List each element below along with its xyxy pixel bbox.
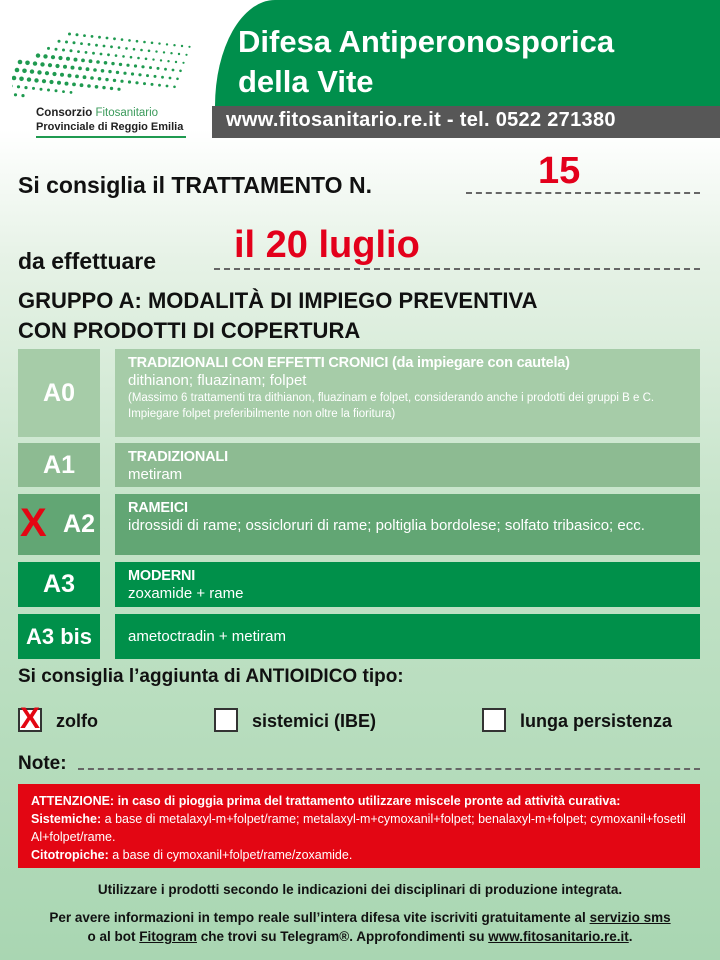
- group-title: GRUPPO A: MODALITÀ DI IMPIEGO PREVENTIVA CON PRODOTTI DI COPERTURA: [18, 288, 538, 343]
- checkbox-option-1[interactable]: [214, 708, 238, 732]
- checkbox-option-0[interactable]: [18, 702, 42, 735]
- warning-box: ATTENZIONE: in caso di pioggia prima del trattamento utilizzare miscele pronte ad attività curativa: Sistemiche: a base di metalaxyl-m+folpet/rame; metalaxyl-m+cymoxanil+folpet; benalaxyl-m+folpet; cymoxanil+fosetil Al+folpet/rame. Citotropiche: a base di cymoxanil+folpet/rame/zoxamide.: [18, 784, 700, 868]
- group-content-2: RAMEICI idrossidi di rame; ossicloruri di rame; poltiglia bordolese; solfato tribasico; ecc.: [115, 494, 700, 555]
- page-title: Difesa Antiperonosporica della Vite: [238, 24, 615, 99]
- leaf-dots-icon: [12, 22, 202, 112]
- group-content-0: TRADIZIONALI CON EFFETTI CRONICI (da impiegare con cautela) dithianon; fluazinam; folpet (Massimo 6 trattamenti tra dithianon, fluazinam e folpet, considerando anche i prodotti dei gruppi B e C. Impiegare folpet preferibilmente non oltre la fioritura): [115, 349, 700, 437]
- sms-link[interactable]: servizio sms: [589, 910, 671, 925]
- check-x-mark: X: [20, 702, 41, 735]
- treatment-label: Si consiglia il TRATTAMENTO N.: [18, 172, 372, 198]
- group-code-3: A3: [18, 562, 100, 607]
- group-code-1: A1: [18, 443, 100, 487]
- group-code-0: A0: [18, 349, 100, 437]
- treatment-number: 15: [538, 150, 581, 192]
- group-code-2: A2: [18, 494, 100, 555]
- date-label: da effettuare: [18, 248, 157, 274]
- website-phone: www.fitosanitario.re.it - tel. 0522 271380: [226, 109, 616, 131]
- treatment-date: il 20 luglio: [234, 224, 420, 266]
- option-label-0: zolfo: [56, 711, 98, 731]
- option-label-2: lunga persistenza: [520, 711, 673, 731]
- group-content-1: TRADIZIONALI metiram: [115, 443, 700, 487]
- group-content-4: ametoctradin + metiram: [115, 614, 700, 659]
- group-code-4: A3 bis: [18, 614, 100, 659]
- notes-label: Note:: [18, 753, 67, 774]
- footer-note: Utilizzare i prodotti secondo le indicazioni dei disciplinari di produzione integrata.: [97, 882, 623, 897]
- checkbox-option-2[interactable]: [482, 708, 506, 732]
- footer-info: Per avere informazioni in tempo reale sull’intera difesa vite iscriviti gratuitamente al servizio sms o al bot Fitogram che trovi su Telegram®. Approfondimenti su www.fitosanitario.re.it.: [49, 910, 671, 944]
- option-label-1: sistemici (IBE): [252, 711, 377, 731]
- selected-x-mark: X: [20, 501, 47, 545]
- website-link[interactable]: www.fitosanitario.re.it: [488, 929, 629, 944]
- group-content-3: MODERNI zoxamide + rame: [115, 562, 700, 607]
- logo: Consorzio Fitosanitario Provinciale di Reggio Emilia: [12, 22, 202, 137]
- fitogram-link[interactable]: Fitogram: [139, 929, 197, 944]
- antioidico-label: Si consiglia l’aggiunta di ANTIOIDICO tipo:: [18, 666, 404, 687]
